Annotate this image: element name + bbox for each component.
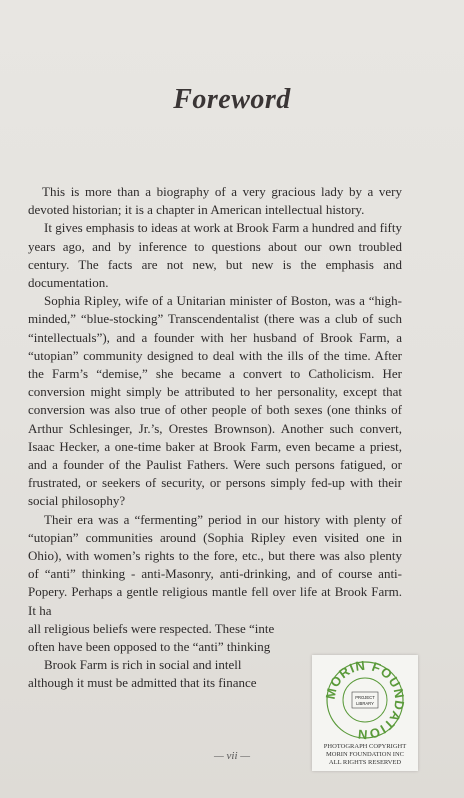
page-number: — vii — xyxy=(213,750,251,762)
paragraph-5-line-2: although it must be admitted that its finance xyxy=(28,675,257,691)
paragraph-3: Sophia Ripley, wife of a Unitarian minister of Boston, was a “high-minded,” “blue-stocking” Transcendentalist (there was a club of such “intellectuals”), and a founder with her husband of Brook Farm, a “utopian” community designed to deal with the ills of the time. After the Farm’s “demise,” she became a convert to Catholicism. Her conversion might simply be attributed to her personality, except that conversion was also true of other people of both sexes (one thinks of Arthur Schlesinger, Jr.’s, Orestes Brownson). Another such convert, Isaac Hecker, a one-time baker at Brook Farm, even became a priest, and a founder of the Paulist Fathers. Were such persons fatigued, or frustrated, or seekers of security, or persons simply fed-up with their social philosophy? xyxy=(28,293,402,509)
svg-text:LIBRARY: LIBRARY xyxy=(356,701,374,706)
paragraph-2: It gives emphasis to ideas at work at Brook Farm a hundred and fifty years ago, and by inference to questions about our own troubled century. The facts are not new, but new is the emphasis and documentation. xyxy=(28,220,402,291)
svg-text:PROJECT: PROJECT xyxy=(355,695,375,700)
paragraph-4-line-3: often have been opposed to the “anti” thinking xyxy=(28,639,271,655)
stamp-line-2: MORIN FOUNDATION INC xyxy=(326,751,404,758)
page-body xyxy=(28,183,402,693)
paragraph-4: Their era was a “fermenting” period in our history with plenty of “utopian” communities around (Sophia Ripley even visited one in Ohio), with women’s rights to the fore, etc., but there was also plenty of “anti” thinking - anti-Masonry, anti-drinking, and of course anti-Popery. Perhaps a gentle religious mantle fell over life at Brook Farm. It ha xyxy=(28,511,402,618)
copyright-stamp xyxy=(312,655,418,771)
stamp-line-3: ALL RIGHTS RESERVED xyxy=(328,759,402,766)
paragraph-1: This is more than a biography of a very gracious lady by a very devoted historian; it is a chapter in American intellectual history. xyxy=(28,184,402,218)
paragraph-4-line-2: all religious beliefs were respected. These “inte xyxy=(28,620,275,636)
page-title: Foreword xyxy=(173,84,291,115)
foundation-seal-icon xyxy=(312,655,418,745)
seal-ring-text: MORIN FOUNDATION xyxy=(322,657,408,743)
stamp-line-1: PHOTOGRAPH COPYRIGHT xyxy=(323,743,407,750)
paragraph-5: Brook Farm is rich in social and intell xyxy=(44,657,242,673)
